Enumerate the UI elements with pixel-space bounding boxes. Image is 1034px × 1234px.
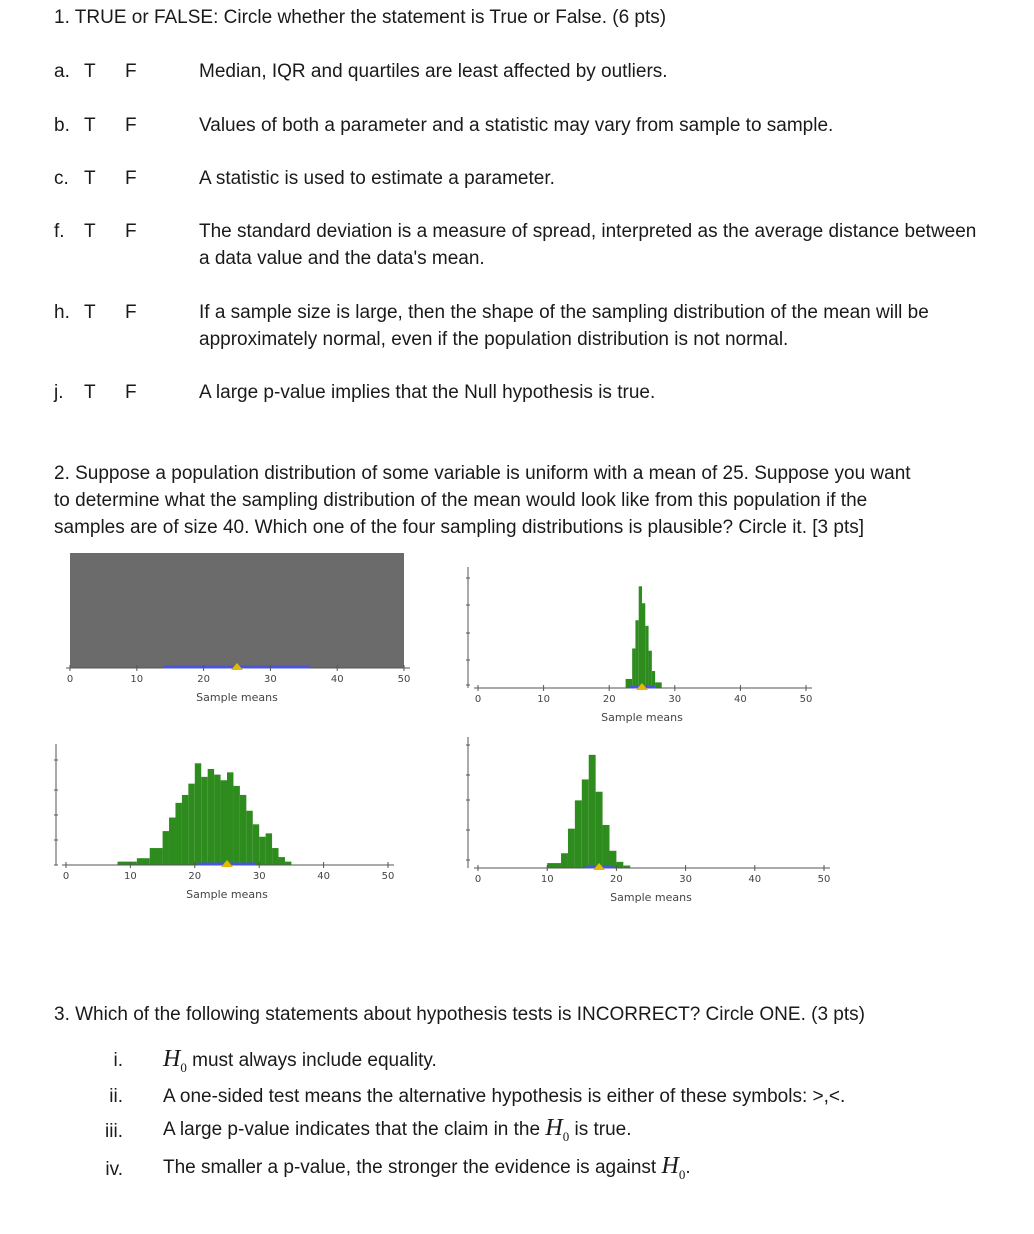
x-tick-label: 50 (817, 874, 831, 885)
q1-heading: 1. TRUE or FALSE: Circle whether the statement is True or False. (6 pts) (54, 7, 667, 28)
option-text: is true. (574, 1119, 632, 1140)
q3-heading: 3. Which of the following statements about hypothesis tests is INCORRECT? Circle ONE. (3 pts) (54, 1004, 865, 1025)
histogram-bar (163, 831, 169, 865)
histogram-bar (214, 775, 220, 865)
statement: Values of both a parameter and a statistic may vary from sample to sample. (199, 115, 834, 136)
histogram-bar (582, 779, 589, 868)
x-tick-label: 40 (317, 871, 330, 882)
histogram-bar (639, 586, 642, 688)
option-number: iii. (105, 1121, 123, 1142)
option-number: iv. (105, 1159, 123, 1180)
histogram-bar (208, 769, 214, 865)
tf-item-a (54, 58, 994, 86)
histogram-bar (227, 772, 233, 865)
item-letter: c. (54, 168, 69, 189)
true-option[interactable]: T (84, 221, 96, 242)
q2-line-3: samples are of size 40. Which one of the four sampling distributions is plausible? Circle it. [3 pts] (54, 517, 864, 538)
statement: A statistic is used to estimate a parameter. (199, 168, 555, 189)
histogram-bar (568, 829, 575, 868)
x-axis-label: Sample means (610, 891, 692, 904)
histogram-bar (195, 763, 201, 865)
histogram-bar (150, 848, 163, 865)
statement: If a sample size is large, then the shape of the sampling distribution of the mean will be approximately normal, even if the population distribution is not normal. (199, 302, 929, 350)
x-tick-label: 10 (124, 871, 137, 882)
histogram-bar (561, 853, 568, 868)
tf-item-h (54, 299, 994, 355)
x-tick-label: 40 (734, 694, 747, 705)
option-i[interactable] (163, 1046, 437, 1076)
histogram-bar (240, 795, 246, 865)
false-option[interactable]: F (125, 61, 137, 82)
histogram-bar (635, 620, 638, 688)
tf-item-f (54, 218, 994, 274)
histogram-bar (221, 780, 227, 865)
histogram-bar (642, 603, 645, 688)
x-tick-label: 30 (668, 694, 682, 705)
option-ii[interactable] (163, 1086, 845, 1108)
true-option[interactable]: T (84, 61, 96, 82)
false-option[interactable]: F (125, 221, 137, 242)
item-letter: b. (54, 115, 70, 136)
q2-line-1: 2. Suppose a population distribution of some variable is uniform with a mean of 25. Suppose you want (54, 463, 911, 484)
option-number: i. (113, 1050, 123, 1071)
x-tick-label: 50 (381, 871, 395, 882)
item-letter: h. (54, 302, 70, 323)
x-tick-label: 0 (62, 871, 70, 882)
option-text: must always include equality. (192, 1050, 437, 1071)
h0-symbol: $H_0$ (163, 1046, 187, 1075)
histogram-bar (652, 671, 655, 688)
true-option[interactable]: T (84, 382, 96, 403)
q2-line-2: to determine what the sampling distribution of the mean would look like from this population if the (54, 490, 868, 511)
x-axis-label: Sample means (186, 888, 268, 901)
x-tick-label: 20 (602, 694, 616, 705)
false-option[interactable]: F (125, 382, 137, 403)
statement: The standard deviation is a measure of spread, interpreted as the average distance between a data value and the data's mean. (199, 221, 977, 269)
histogram-bar (616, 862, 623, 868)
histogram-bar (655, 682, 662, 688)
x-tick-label: 50 (799, 694, 813, 705)
histogram-bar (175, 803, 181, 865)
histogram-bar (201, 777, 207, 865)
item-letter: f. (54, 221, 65, 242)
option-text: The smaller a p-value, the stronger the evidence is against (163, 1157, 657, 1178)
h0-symbol: $H_0$ (661, 1153, 686, 1182)
tf-item-c (54, 165, 994, 193)
x-tick-label: 0 (66, 674, 74, 685)
false-option[interactable]: F (125, 302, 137, 323)
histogram-bar (547, 863, 561, 868)
histogram-bar (253, 824, 259, 865)
tf-item-b (54, 112, 994, 140)
true-option[interactable]: T (84, 115, 96, 136)
tf-item-j (54, 379, 994, 407)
histogram-bar (285, 862, 291, 865)
option-text: A large p-value indicates that the claim in the (163, 1119, 541, 1140)
x-tick-label: 20 (197, 674, 210, 685)
histogram-bar (259, 837, 265, 865)
option-iii[interactable] (163, 1115, 632, 1145)
x-axis-label: Sample means (601, 711, 683, 724)
histogram-bar (279, 857, 285, 865)
histogram-bar (188, 784, 194, 865)
item-letter: j. (54, 382, 64, 403)
x-axis-label: Sample means (196, 691, 278, 704)
option-text: . (685, 1157, 691, 1178)
x-tick-label: 30 (252, 871, 266, 882)
x-tick-label: 40 (748, 874, 762, 885)
histogram-bar (169, 818, 175, 865)
histogram-bar (609, 851, 616, 868)
x-tick-label: 20 (188, 871, 202, 882)
x-tick-label: 50 (397, 674, 411, 685)
x-tick-label: 30 (679, 874, 692, 885)
x-tick-label: 10 (537, 694, 550, 705)
x-tick-label: 30 (264, 674, 277, 685)
x-tick-label: 20 (610, 874, 623, 885)
x-tick-label: 10 (540, 874, 554, 885)
histogram-bar (649, 651, 652, 688)
histogram-bar (632, 648, 635, 688)
histogram-bar (118, 862, 137, 865)
histogram-bar (645, 626, 648, 688)
x-tick-label: 10 (130, 674, 144, 685)
histogram-bar (596, 792, 603, 868)
histogram-bar (70, 553, 404, 668)
false-option[interactable]: F (125, 115, 137, 136)
option-number: ii. (109, 1086, 123, 1107)
histogram-bar (589, 755, 596, 868)
histogram-bar (137, 858, 150, 865)
histogram-bar (266, 833, 272, 865)
x-tick-label: 40 (330, 674, 344, 685)
x-tick-label: 0 (474, 694, 482, 705)
statement: A large p-value implies that the Null hypothesis is true. (199, 382, 656, 403)
histogram-bar (182, 795, 188, 865)
true-option[interactable]: T (84, 168, 96, 189)
histogram-bar (272, 848, 278, 865)
false-option[interactable]: F (125, 168, 137, 189)
item-letter: a. (54, 61, 70, 82)
h0-symbol: $H_0$ (545, 1115, 570, 1144)
statement: Median, IQR and quartiles are least affected by outliers. (199, 61, 668, 82)
x-tick-label: 0 (474, 874, 482, 885)
histogram-bar (233, 786, 239, 865)
histogram-bar (246, 811, 252, 865)
option-text: A one-sided test means the alternative hypothesis is either of these symbols: >,<. (163, 1086, 846, 1107)
option-iv[interactable] (163, 1153, 691, 1183)
histograms-figure (0, 540, 1034, 920)
true-option[interactable]: T (84, 302, 96, 323)
histogram-bar (603, 825, 610, 868)
histogram-bar (575, 800, 582, 868)
